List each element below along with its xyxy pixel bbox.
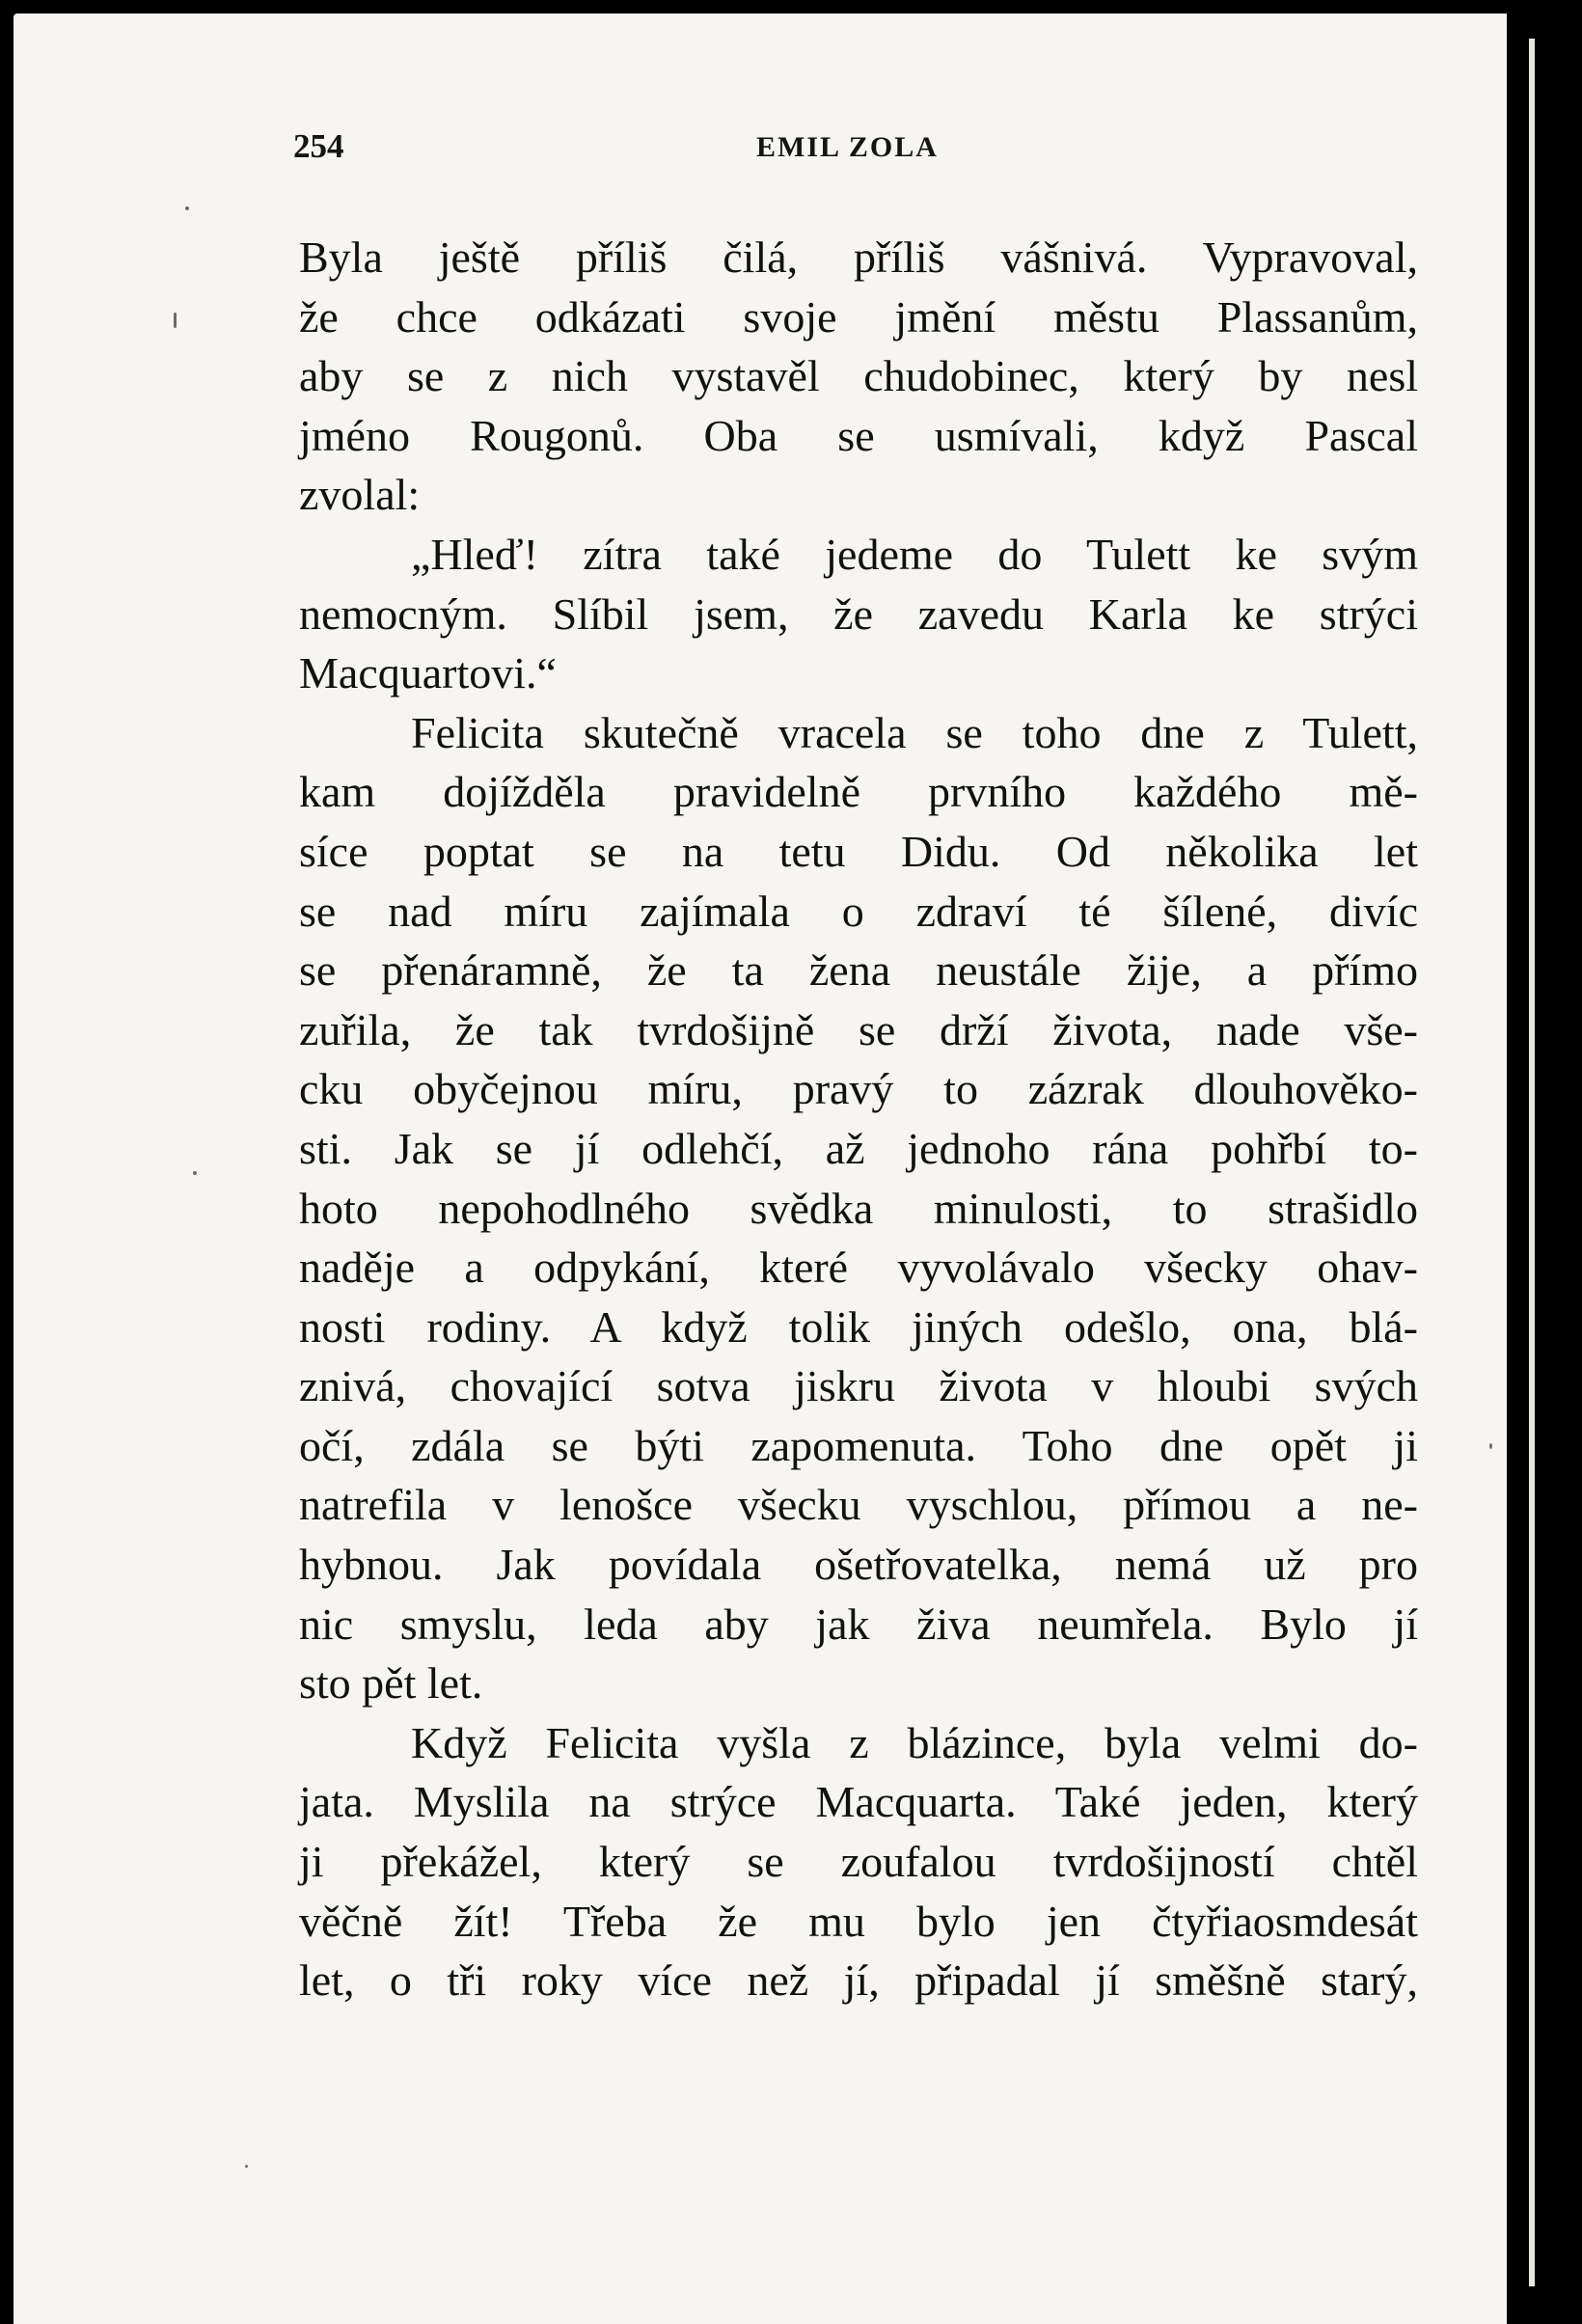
text-line: cku obyčejnou míru, pravý to zázrak dlouhověko- [299,1064,1418,1114]
book-page [14,14,1507,2324]
paper-speck [245,2165,248,2168]
text-line: znivá, chovající sotva jiskru života v hloubi svých [299,1361,1418,1411]
text-line: sto pět let. [299,1658,483,1709]
book-binding-edge [1507,0,1582,2324]
text-line: Felicita skutečně vracela se toho dne z Tulett, [411,707,1418,757]
text-line: se přenáramně, že ta žena neustále žije, a přímo [299,945,1418,996]
text-line: se nad míru zajímala o zdraví té šílené, divíc [299,886,1418,936]
page-body-text [299,228,1418,2010]
text-line: ji překážel, který se zoufalou tvrdošijností chtěl [299,1837,1418,1887]
text-line: očí, zdála se býti zapomenuta. Toho dne opět ji [299,1420,1418,1470]
text-line: hoto nepohodlného svědka minulosti, to strašidlo [299,1183,1418,1233]
text-line: aby se z nich vystavěl chudobinec, který by nesl [299,351,1418,401]
page-number: 254 [293,127,344,165]
text-line: nosti rodiny. A když tolik jiných odešlo, ona, blá- [299,1301,1418,1352]
paper-speck [1489,1443,1492,1449]
adjacent-page-edge [1529,39,1535,2286]
text-line: Byla ještě příliš čilá, příliš vášnivá. Vypravoval, [299,232,1418,282]
text-line: „Hleď! zítra také jedeme do Tulett ke svým [411,529,1418,579]
text-line: jata. Myslila na strýce Macquarta. Také jeden, který [299,1777,1418,1827]
text-line: zuřila, že tak tvrdošijně se drží života, nade vše- [299,1004,1418,1054]
text-line: že chce odkázati svoje jmění městu Plassanům, [299,291,1418,342]
text-line: kam dojížděla pravidelně prvního každého mě- [299,767,1418,817]
text-line: hybnou. Jak povídala ošetřovatelka, nemá už pro [299,1540,1418,1590]
text-line: let, o tři roky více než jí, připadal jí směšně starý, [299,1955,1418,2006]
text-line: natrefila v lenošce všecku vyschlou, přímou a ne- [299,1480,1418,1530]
text-line: Macquartovi.“ [299,648,557,698]
text-line: síce poptat se na tetu Didu. Od několika let [299,826,1418,876]
text-line: nemocným. Slíbil jsem, že zavedu Karla ke strýci [299,588,1418,639]
text-line: nic smyslu, leda aby jak živa neumřela. Bylo jí [299,1599,1418,1649]
running-head-author: EMIL ZOLA [756,131,939,163]
text-line: naděje a odpykání, které vyvolávalo všecky ohav- [299,1243,1418,1293]
text-line: sti. Jak se jí odlehčí, až jednoho rána pohřbí to- [299,1123,1418,1173]
text-line: věčně žít! Třeba že mu bylo jen čtyřiaosmdesát [299,1896,1418,1946]
running-header [14,127,1507,176]
paper-speck [193,1171,197,1175]
text-line: jméno Rougonů. Oba se usmívali, když Pascal [299,410,1418,460]
paper-speck [174,313,177,328]
text-line: Když Felicita vyšla z blázince, byla velmi do- [411,1717,1418,1767]
text-line: zvolal: [299,470,421,520]
paper-speck [185,206,189,210]
